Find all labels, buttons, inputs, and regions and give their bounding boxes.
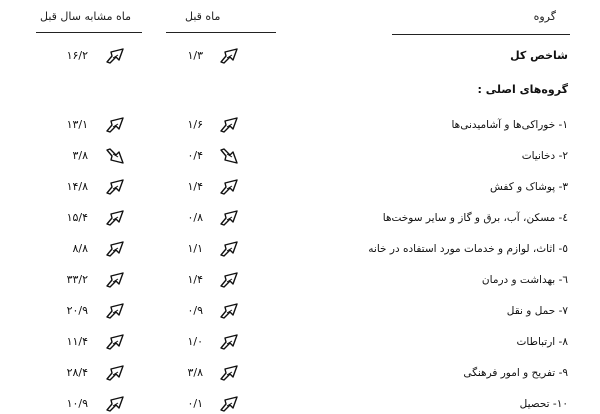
prev-month-value: ۰/۴ <box>187 149 203 162</box>
total-row <box>0 46 600 66</box>
table-row <box>0 363 600 383</box>
total-label: شاخص کل <box>510 49 568 62</box>
arrow-up-right-icon <box>218 363 244 383</box>
group-label: ٤- مسکن، آب، برق و گاز و سایر سوخت‌ها <box>382 212 568 224</box>
arrow-up-right-icon <box>218 177 244 197</box>
arrow-up-right-icon <box>104 208 130 228</box>
group-column-header: گروه <box>533 10 556 23</box>
arrow-up-right-icon <box>218 332 244 352</box>
table-row <box>0 177 600 197</box>
total-prev-month-value: ۱/۳ <box>187 49 203 62</box>
arrow-up-right-icon <box>104 363 130 383</box>
same-month-last-year-value: ۱۵/۴ <box>66 211 88 224</box>
same-month-underline <box>36 32 142 33</box>
prev-month-value: ۱/۰ <box>187 335 203 348</box>
arrow-up-right-icon <box>218 115 244 135</box>
same-month-last-year-value: ۱۱/۴ <box>66 335 88 348</box>
table-row <box>0 239 600 259</box>
total-same-month-value: ۱۶/۲ <box>66 49 88 62</box>
same-month-last-year-value: ۲۰/۹ <box>66 304 88 317</box>
arrow-up-right-icon <box>218 239 244 259</box>
table-row <box>0 270 600 290</box>
prev-month-value: ۱/۶ <box>187 118 203 131</box>
arrow-down-right-icon <box>104 146 130 166</box>
table-row <box>0 115 600 135</box>
prev-month-value: ۱/۱ <box>187 242 203 255</box>
prev-month-value: ۰/۱ <box>187 397 203 410</box>
prev-month-value: ۱/۴ <box>187 180 203 193</box>
table-row <box>0 301 600 321</box>
arrow-down-right-icon <box>218 146 244 166</box>
arrow-up-right-icon <box>104 332 130 352</box>
group-label: ۷- حمل و نقل <box>506 305 568 317</box>
prev-month-underline <box>166 32 276 33</box>
group-label: ۱- خوراکی‌ها و آشامیدنی‌ها <box>451 119 568 131</box>
group-label: ۳- پوشاک و کفش <box>490 181 568 193</box>
arrow-up-right-icon <box>104 270 130 290</box>
main-groups-heading-row <box>0 80 600 100</box>
same-month-last-year-value: ۳/۸ <box>72 149 88 162</box>
same-month-last-year-value: ۱۳/۱ <box>66 118 88 131</box>
same-month-last-year-value: ۱۰/۹ <box>66 397 88 410</box>
arrow-up-right-icon <box>218 301 244 321</box>
arrow-up-right-icon <box>218 208 244 228</box>
arrow-up-right-icon <box>104 115 130 135</box>
arrow-up-right-icon <box>218 46 244 66</box>
arrow-up-right-icon <box>104 46 130 66</box>
group-label: ٥- اثاث، لوازم و خدمات مورد استفاده در خانه <box>368 243 568 255</box>
group-label: ۹- تفریح و امور فرهنگی <box>463 367 568 379</box>
same-month-last-year-value: ۳۳/۲ <box>66 273 88 286</box>
arrow-up-right-icon <box>218 270 244 290</box>
table-row <box>0 208 600 228</box>
table-row <box>0 394 600 414</box>
same-month-last-year-value: ۱۴/۸ <box>66 180 88 193</box>
same-month-last-year-value: ۸/۸ <box>72 242 88 255</box>
prev-month-column-header: ماه قبل <box>185 10 221 23</box>
arrow-up-right-icon <box>104 394 130 414</box>
group-underline <box>392 34 570 35</box>
table-row <box>0 146 600 166</box>
group-label: ۸- ارتباطات <box>516 336 568 348</box>
group-label: ۱۰- تحصیل <box>519 398 568 410</box>
group-label: ۲- دخانیات <box>521 150 568 162</box>
group-label: ٦- بهداشت و درمان <box>481 274 568 286</box>
prev-month-value: ۰/۸ <box>187 211 203 224</box>
arrow-up-right-icon <box>104 301 130 321</box>
prev-month-value: ۳/۸ <box>187 366 203 379</box>
prev-month-value: ۱/۴ <box>187 273 203 286</box>
arrow-up-right-icon <box>218 394 244 414</box>
main-groups-heading: گروه‌های اصلی : <box>477 83 568 96</box>
same-month-last-year-column-header: ماه مشابه سال قبل <box>40 10 131 23</box>
prev-month-value: ۰/۹ <box>187 304 203 317</box>
same-month-last-year-value: ۲۸/۴ <box>66 366 88 379</box>
table-row <box>0 332 600 352</box>
arrow-up-right-icon <box>104 177 130 197</box>
arrow-up-right-icon <box>104 239 130 259</box>
